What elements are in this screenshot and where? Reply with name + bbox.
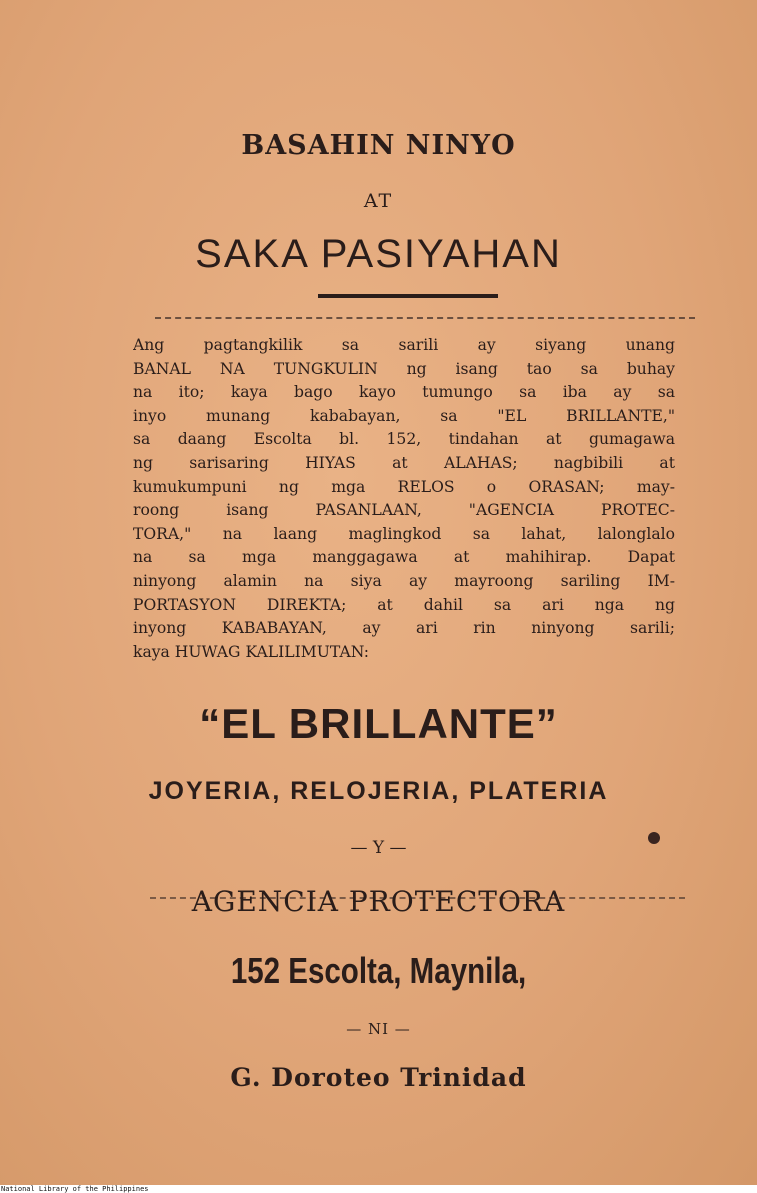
brand-name: “EL BRILLANTE”: [199, 700, 558, 747]
services-line: JOYERIA, RELOJERIA, PLATERIA: [148, 777, 609, 805]
body-paragraph: [133, 334, 675, 664]
body-line: kaya HUWAG KALILIMUTAN:: [133, 642, 370, 661]
body-line: kumukumpuni ng mga RELOS o ORASAN; may-: [133, 477, 675, 496]
body-line: inyo munang kababayan, sa "EL BRILLANTE,": [133, 406, 675, 425]
body-line: ninyong alamin na siya ay mayroong sariling IM-: [133, 571, 675, 590]
body-line: BANAL NA TUNGKULIN ng isang tao sa buhay: [133, 359, 675, 378]
page-title: BASAHIN NINYO: [241, 130, 516, 161]
dashed-divider: [155, 317, 695, 319]
agency-name: AGENCIA PROTECTORA: [191, 885, 566, 918]
author-name: G. Doroteo Trinidad: [230, 1063, 527, 1092]
page-subtitle: SAKA PASIYAHAN: [195, 232, 562, 276]
body-line: TORA," na laang maglingkod sa lahat, lalonglalo: [133, 524, 675, 543]
body-line: ng sarisaring HIYAS at ALAHAS; nagbibili at: [133, 453, 675, 472]
body-line: sa daang Escolta bl. 152, tindahan at gumagawa: [133, 430, 675, 449]
body-line: PORTASYON DIREKTA; at dahil sa ari nga ng: [133, 595, 675, 614]
body-line: na ito; kaya bago kayo tumungo sa iba ay sa: [133, 383, 675, 402]
title-conjunction: AT: [363, 190, 394, 212]
body-line: roong isang PASANLAAN, "AGENCIA PROTEC-: [133, 501, 675, 520]
address-line: 152 Escolta, Maynila,: [230, 950, 527, 991]
by-line: — NI —: [346, 1020, 411, 1038]
ink-blot: [648, 832, 660, 844]
body-line: inyong KABABAYAN, ay ari rin ninyong sarili;: [133, 619, 675, 638]
footer-credit: National Library of the Philippines: [1, 1185, 149, 1193]
title-underline: [318, 294, 498, 298]
body-line: Ang pagtangkilik sa sarili ay siyang unang: [133, 336, 675, 354]
connector-line: — Y —: [350, 838, 407, 858]
body-line: na sa mga manggagawa at mahihirap. Dapat: [133, 548, 675, 567]
